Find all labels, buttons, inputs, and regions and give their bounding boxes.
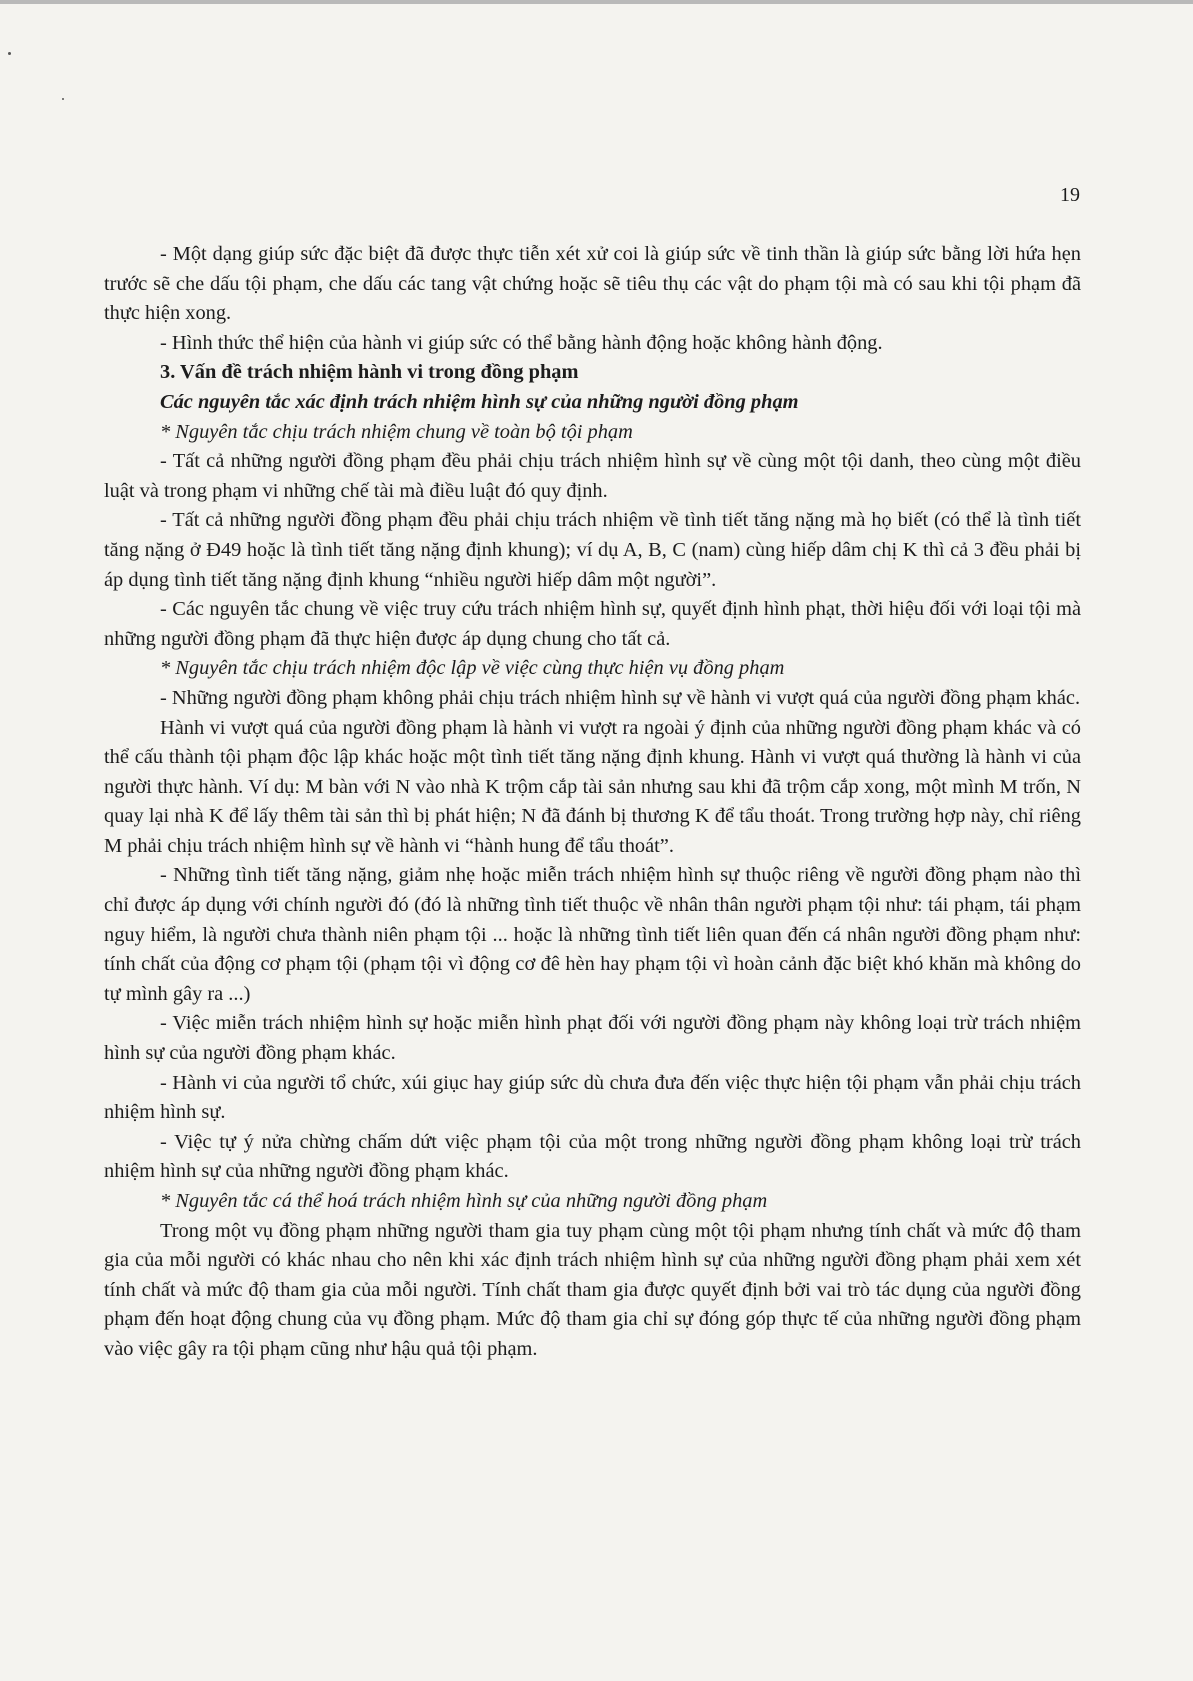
paragraph: Trong một vụ đồng phạm những người tham gia tuy phạm cùng một tội phạm nhưng tính chất và mức độ tham gia của mỗi người có khác nhau cho nên khi xác định trách nhiệm hình sự của những người đồng phạm phải xem xét tính chất và mức độ tham gia của mỗi người. Tính chất tham gia được quyết định bởi vai trò tác dụng của người đồng phạm đến hoạt động chung của vụ đồng phạm. Mức độ tham gia chỉ sự đóng góp thực tế của những người đồng phạm vào việc gây ra tội phạm cũng như hậu quả tội phạm. <box>104 1219 1081 1360</box>
section-heading: 3. Vấn đề trách nhiệm hành vi trong đồng phạm <box>160 361 579 384</box>
paragraph: - Các nguyên tắc chung về việc truy cứu trách nhiệm hình sự, quyết định hình phạt, thời hiệu đối với loại tội mà những người đồng phạm đã thực hiện được áp dụng chung cho tất cả. <box>104 598 1081 650</box>
paragraph: - Những người đồng phạm không phải chịu trách nhiệm hình sự về hành vi vượt quá của người đồng phạm khác. <box>160 686 1081 709</box>
paragraph: - Những tình tiết tăng nặng, giảm nhẹ hoặc miễn trách nhiệm hình sự thuộc riêng về người đồng phạm nào thì chỉ được áp dụng với chính người đó (đó là những tình tiết thuộc về nhân thân người phạm tội như: tái phạm, tái phạm nguy hiểm, là người chưa thành niên phạm tội ... hoặc là những tình tiết liên quan đến cá nhân người đồng phạm như: tính chất của động cơ phạm tội (phạm tội vì động cơ đê hèn hay phạm tội vì hoàn cảnh đặc biệt khó khăn mà không do tự mình gây ra ...) <box>104 864 1081 1005</box>
principle-heading: * Nguyên tắc cá thể hoá trách nhiệm hình sự của những người đồng phạm <box>160 1190 768 1212</box>
paragraph: - Việc miễn trách nhiệm hình sự hoặc miễn hình phạt đối với người đồng phạm này không loại trừ trách nhiệm hình sự của người đồng phạm khác. <box>104 1012 1081 1065</box>
scan-speck <box>8 52 11 55</box>
paragraph: - Tất cả những người đồng phạm đều phải chịu trách nhiệm hình sự về cùng một tội danh, theo cùng một điều luật và trong phạm vi những chế tài mà điều luật đó quy định. <box>104 450 1081 502</box>
body-text <box>104 240 1081 1365</box>
principle-heading: * Nguyên tắc chịu trách nhiệm độc lập về việc cùng thực hiện vụ đồng phạm <box>160 657 785 680</box>
paragraph: - Việc tự ý nửa chừng chấm dứt việc phạm tội của một trong những người đồng phạm không loại trừ trách nhiệm hình sự của những người đồng phạm khác. <box>104 1130 1081 1183</box>
paragraph: - Hành vi của người tổ chức, xúi giục hay giúp sức dù chưa đưa đến việc thực hiện tội phạm vẫn phải chịu trách nhiệm hình sự. <box>104 1071 1081 1124</box>
paragraph: Hành vi vượt quá của người đồng phạm là hành vi vượt ra ngoài ý định của những người đồng phạm khác và có thể cấu thành tội phạm độc lập khác hoặc một tình tiết tăng nặng định khung. Hành vi vượt quá thường là hành vi của người thực hành. Ví dụ: M bàn với N vào nhà K trộm cắp tài sản nhưng sau khi đã trộm cắp xong, một mình M trốn, N quay lại nhà K để lấy thêm tài sản thì bị phát hiện; N đã đánh bị thương K để tẩu thoát. Trong trường hợp này, chỉ riêng M phải chịu trách nhiệm hình sự về hành vi “hành hung để tẩu thoát”. <box>104 716 1081 857</box>
paragraph: - Hình thức thể hiện của hành vi giúp sức có thể bằng hành động hoặc không hành động. <box>160 331 883 354</box>
subsection-heading: Các nguyên tắc xác định trách nhiệm hình sự của những người đồng phạm <box>160 390 799 413</box>
principle-heading: * Nguyên tắc chịu trách nhiệm chung về toàn bộ tội phạm <box>160 420 633 443</box>
scan-edge <box>0 0 1193 4</box>
paragraph: - Một dạng giúp sức đặc biệt đã được thực tiễn xét xử coi là giúp sức về tinh thần là giúp sức bằng lời hứa hẹn trước sẽ che dấu tội phạm, che dấu các tang vật chứng hoặc sẽ tiêu thụ các vật do phạm tội mà có sau khi tội phạm đã thực hiện xong. <box>104 243 1081 325</box>
page-number: 19 <box>1060 184 1080 206</box>
paragraph: - Tất cả những người đồng phạm đều phải chịu trách nhiệm về tình tiết tăng nặng mà họ biết (có thể là tình tiết tăng nặng ở Đ49 hoặc là tình tiết tăng nặng định khung); ví dụ A, B, C (nam) cùng hiếp dâm chị K thì cả 3 đều phải bị áp dụng tình tiết tăng nặng định khung “nhiều người hiếp dâm một người”. <box>104 509 1081 591</box>
scan-speck <box>62 98 64 100</box>
